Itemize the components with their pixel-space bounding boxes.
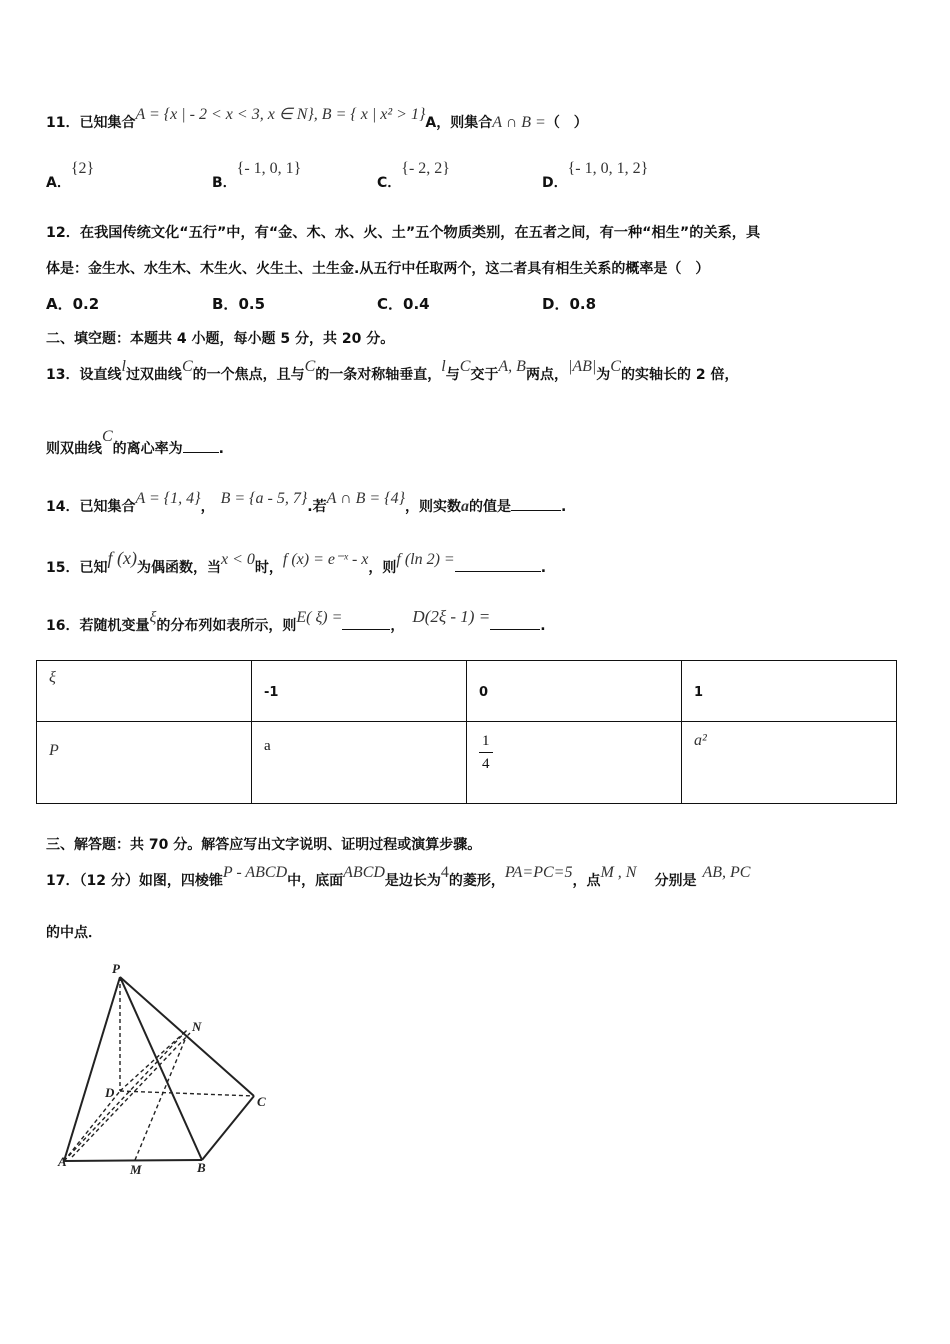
q16-expectation-blank[interactable] — [342, 615, 390, 630]
q14-stem: 14．已知集合A = {1, 4}， B = {a - 5, 7}.若A ∩ B = {4}，则实数a的值是 . — [46, 490, 567, 515]
q13-line-1: 13．设直线l过双曲线C的一个焦点，且与C的一条对称轴垂直，l与C交于A, B两点，|AB|为C的实轴长的 2 倍， — [46, 358, 739, 383]
q12-line-2: 体是：金生水、水生木、木生火、火生土、土生金.从五行中任取两个，这二者具有相生关系的概率是（ ） — [46, 261, 710, 277]
label-D: D — [105, 1085, 115, 1100]
q12-option-b[interactable]: B．0.5 — [212, 295, 266, 313]
q17-line-1: 17．（12 分）如图，四棱锥P - ABCD中，底面ABCD是边长为4的菱形，PA=PC=5，点M , N 分别是 AB, PC — [46, 864, 751, 889]
q15-stem: 15．已知f (x)为偶函数，当x < 0时，f (x) = e⁻ˣ - x，则f (ln 2) = . — [46, 548, 547, 576]
q13-answer-blank[interactable] — [183, 438, 219, 453]
q13-line-2: 则双曲线C的离心率为 . — [46, 428, 224, 457]
q16-stem: 16．若随机变量ξ的分布列如表所示，则E( ξ) = ， D(2ξ - 1) = . — [46, 607, 546, 634]
q12-line-1: 12．在我国传统文化“五行”中，有“金、木、水、火、土”五个物质类别，在五者之间，有一种“相生”的关系，具 — [46, 225, 761, 241]
table-cell — [467, 721, 682, 803]
table-cell: a² — [682, 721, 897, 803]
edge-AD — [64, 1091, 120, 1161]
edge-DC — [120, 1091, 254, 1096]
table-cell: -1 — [252, 661, 467, 722]
label-M: M — [130, 1162, 142, 1177]
table-cell: P — [37, 721, 252, 803]
table-cell: 1 — [682, 661, 897, 722]
edge-PB — [120, 977, 202, 1160]
q12-option-a[interactable]: A．0.2 — [46, 295, 100, 313]
section-3-heading: 三、解答题：共 70 分。解答应写出文字说明、证明过程或演算步骤。 — [46, 837, 482, 853]
q11-option-b[interactable]: B．{- 1, 0, 1} — [212, 160, 302, 191]
table-cell: ξ — [37, 661, 252, 722]
pyramid-figure — [50, 955, 290, 1180]
table-row — [37, 661, 897, 722]
distribution-table — [36, 660, 897, 804]
q12-option-d[interactable]: D．0.8 — [542, 295, 597, 313]
segment-AN — [64, 1030, 187, 1161]
segment-MN — [135, 1035, 187, 1160]
edge-PA — [64, 977, 120, 1161]
edge-AB — [64, 1160, 202, 1161]
q11-intersection: A ∩ B = — [492, 114, 546, 131]
q14-answer-blank[interactable] — [511, 496, 561, 511]
fraction-one-quarter: $\frac{1}{4}$ — [479, 730, 493, 775]
q17-line-2: 的中点． — [46, 925, 102, 941]
q16-variance-blank[interactable] — [490, 615, 540, 630]
q11-sets: A = {x | - 2 < x < 3, x ∈ N}, B = { x | x² > 1} — [135, 106, 426, 123]
label-B: B — [197, 1160, 206, 1175]
table-cell: 0 — [467, 661, 682, 722]
label-C: C — [257, 1094, 266, 1109]
q15-answer-blank[interactable] — [455, 557, 541, 572]
table-row — [37, 721, 897, 803]
q11-option-d[interactable]: D．{- 1, 0, 1, 2} — [542, 160, 649, 191]
edge-BC — [202, 1096, 254, 1160]
label-A: A — [58, 1154, 67, 1169]
label-N: N — [192, 1019, 202, 1034]
q11-stem: 11．已知集合A = {x | - 2 < x < 3, x ∈ N}, B = { x | x² > 1}A，则集合A ∩ B =（ ） — [46, 106, 588, 131]
q12-option-c[interactable]: C．0.4 — [377, 295, 430, 313]
q11-option-a[interactable]: A．{2} — [46, 160, 95, 191]
q11-option-c[interactable]: C．{- 2, 2} — [377, 160, 450, 191]
label-P: P — [112, 961, 120, 976]
section-2-heading: 二、填空题：本题共 4 小题，每小题 5 分，共 20 分。 — [46, 331, 395, 347]
table-cell: a — [252, 721, 467, 803]
